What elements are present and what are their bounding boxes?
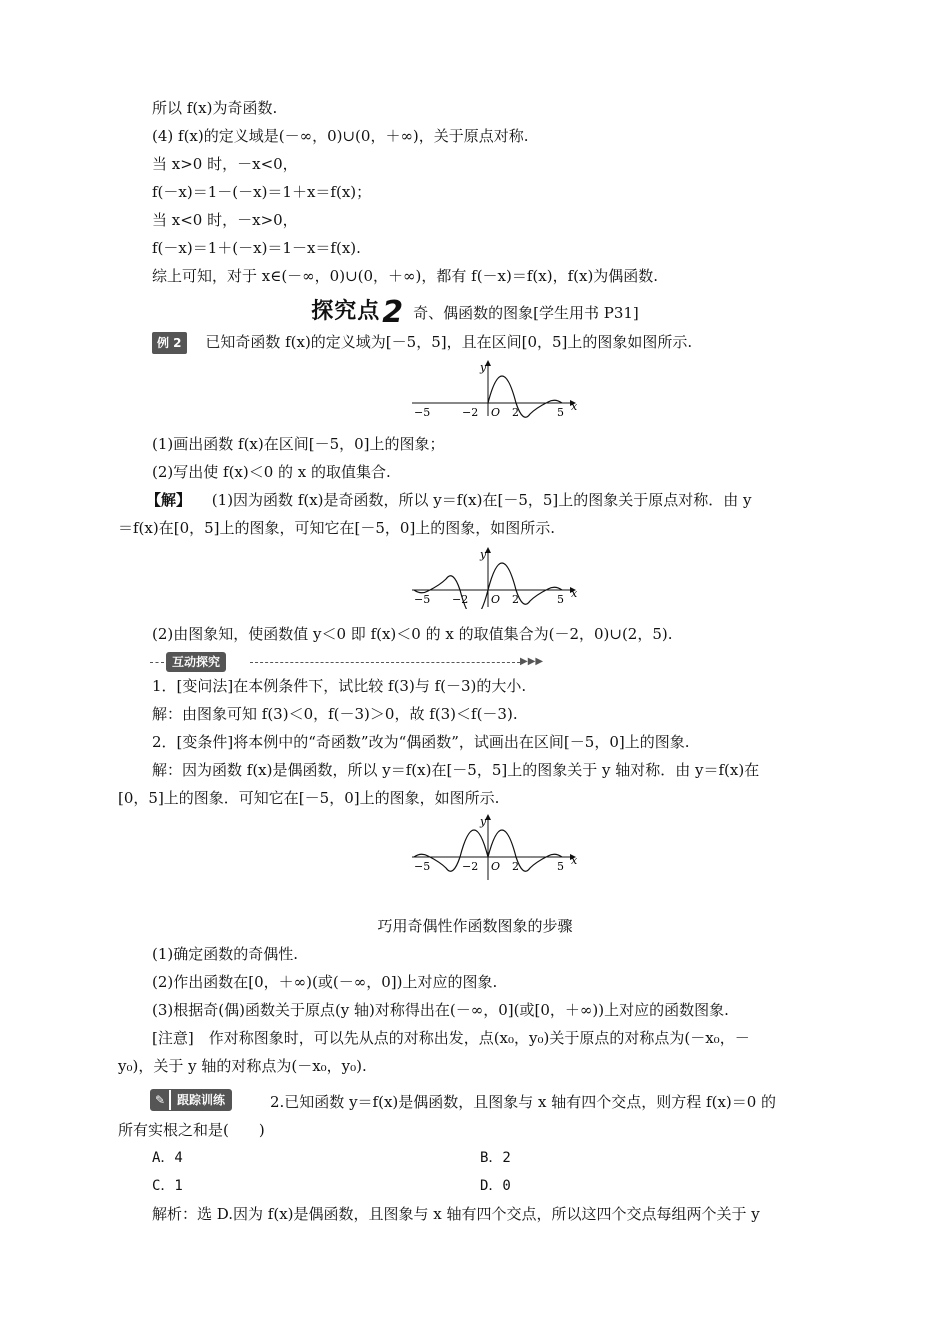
text-line: (1)确定函数的奇偶性. xyxy=(152,945,299,963)
section-subtitle: 奇、偶函数的图象[学生用书 P31] xyxy=(413,304,639,322)
graph-odd xyxy=(408,545,578,609)
text-line: 1．[变问法]在本例条件下，试比较 f(3)与 f(－3)的大小. xyxy=(152,677,527,695)
tick-label: −2 xyxy=(452,593,469,606)
option-d: D．0 xyxy=(480,1178,511,1194)
divider xyxy=(150,662,164,663)
text-line: 所以 f(x)为奇函数. xyxy=(152,99,278,117)
option-c: C．1 xyxy=(152,1178,183,1194)
x-axis-label: x xyxy=(571,854,578,867)
text-line: f(－x)＝1－(－x)＝1＋x＝f(x)； xyxy=(152,183,372,201)
tick-label: 2 xyxy=(512,593,519,606)
tick-label: 5 xyxy=(557,860,564,873)
example-line xyxy=(152,332,692,354)
practice-question: 2.已知函数 y＝f(x)是偶函数，且图象与 x 轴有四个交点，则方程 f(x)＝0 的 xyxy=(270,1093,777,1111)
origin-label: O xyxy=(491,593,501,606)
example-text: 已知奇函数 f(x)的定义域为[－5，5]，且在区间[0，5]上的图象如图所示. xyxy=(205,333,693,351)
text-line: y₀)，关于 y 轴的对称点为(－x₀，y₀). xyxy=(118,1057,367,1075)
solution-line: (2)由图象知，使函数值 y＜0 即 f(x)＜0 的 x 的取值集合为(－2，0)∪(2，5). xyxy=(152,625,673,643)
solution-text: (1)因为函数 f(x)是奇函数，所以 y＝f(x)在[－5，5]上的图象关于原点对称．由 y xyxy=(211,491,752,509)
tick-label: −5 xyxy=(414,406,431,418)
pencil-icon: ✎ xyxy=(151,1090,169,1110)
solution-label: 【解】 xyxy=(146,491,192,509)
option-a: A．4 xyxy=(152,1150,183,1166)
origin-label: O xyxy=(491,406,501,418)
section-number: 2 xyxy=(382,295,404,330)
text-line: [注意] 作对称图象时，可以先从点的对称出发，点(x₀，y₀)关于原点的对称点为(－x₀，－ xyxy=(152,1029,750,1047)
divider-arrow-icon: ▶▶▶ xyxy=(520,656,544,667)
solution-line: ＝f(x)在[0，5]上的图象，可知它在[－5，0]上的图象，如图所示. xyxy=(118,519,556,537)
text-line: 解：因为函数 f(x)是偶函数，所以 y＝f(x)在[－5，5]上的图象关于 y 轴对称．由 y＝f(x)在 xyxy=(152,761,760,779)
origin-label: O xyxy=(491,860,501,873)
question-1: (1)画出函数 f(x)在区间[－5，0]上的图象； xyxy=(152,435,445,453)
option-b: B．2 xyxy=(480,1150,511,1166)
text-line: (2)作出函数在[0，＋∞)(或(－∞，0])上对应的图象. xyxy=(152,973,498,991)
graph-given xyxy=(408,358,578,418)
text-line: f(－x)＝1＋(－x)＝1－x＝f(x). xyxy=(152,239,361,257)
practice-tag xyxy=(150,1089,232,1111)
y-axis-label: y xyxy=(480,361,487,374)
text-line: 综上可知，对于 x∈(－∞，0)∪(0，＋∞)，都有 f(－x)＝f(x)，f(x)为偶函数. xyxy=(152,267,659,285)
interactive-tag: 互动探究 xyxy=(166,652,226,672)
tick-label: 5 xyxy=(557,593,564,606)
divider xyxy=(250,662,520,663)
tick-label: −2 xyxy=(462,860,479,873)
tick-label: 2 xyxy=(512,860,519,873)
text-line: 当 x<0 时，－x>0， xyxy=(152,211,298,229)
tick-label: 5 xyxy=(557,406,564,418)
solution-line xyxy=(146,490,752,510)
y-axis-label: y xyxy=(480,815,487,828)
question-2: (2)写出使 f(x)＜0 的 x 的取值集合. xyxy=(152,463,391,481)
text-line: (3)根据奇(偶)函数关于原点(y 轴)对称得出在(－∞，0](或[0，＋∞))上对应的函数图象. xyxy=(152,1001,729,1019)
method-title: 巧用奇偶性作函数图象的步骤 xyxy=(377,917,573,935)
tick-label: −5 xyxy=(414,593,431,606)
x-axis-label: x xyxy=(571,587,578,600)
text-line: 2．[变条件]将本例中的“奇函数”改为“偶函数”，试画出在区间[－5，0]上的图象. xyxy=(152,733,690,751)
tick-label: −2 xyxy=(462,406,479,418)
section-heading xyxy=(0,294,950,330)
x-axis-label: x xyxy=(571,400,578,413)
practice-tag-label: 跟踪训练 xyxy=(171,1090,231,1110)
y-axis-label: y xyxy=(480,548,487,561)
text-line: (4) f(x)的定义域是(－∞，0)∪(0，＋∞)，关于原点对称. xyxy=(152,127,529,145)
text-line: 当 x>0 时，－x<0， xyxy=(152,155,298,173)
graph-even xyxy=(408,812,578,882)
text-line: 解：由图象可知 f(3)＜0，f(－3)＞0，故 f(3)＜f(－3). xyxy=(152,705,518,723)
practice-question: 所有实根之和是( ) xyxy=(118,1121,265,1139)
tick-label: −5 xyxy=(414,860,431,873)
text-line: [0，5]上的图象．可知它在[－5，0]上的图象，如图所示. xyxy=(118,789,500,807)
answer-explanation: 解析：选 D.因为 f(x)是偶函数，且图象与 x 轴有四个交点，所以这四个交点每组两个关于 y xyxy=(152,1205,760,1223)
tick-label: 2 xyxy=(512,406,519,418)
section-title: 探究点 xyxy=(311,299,381,324)
example-tag: 例 2 xyxy=(152,332,187,354)
